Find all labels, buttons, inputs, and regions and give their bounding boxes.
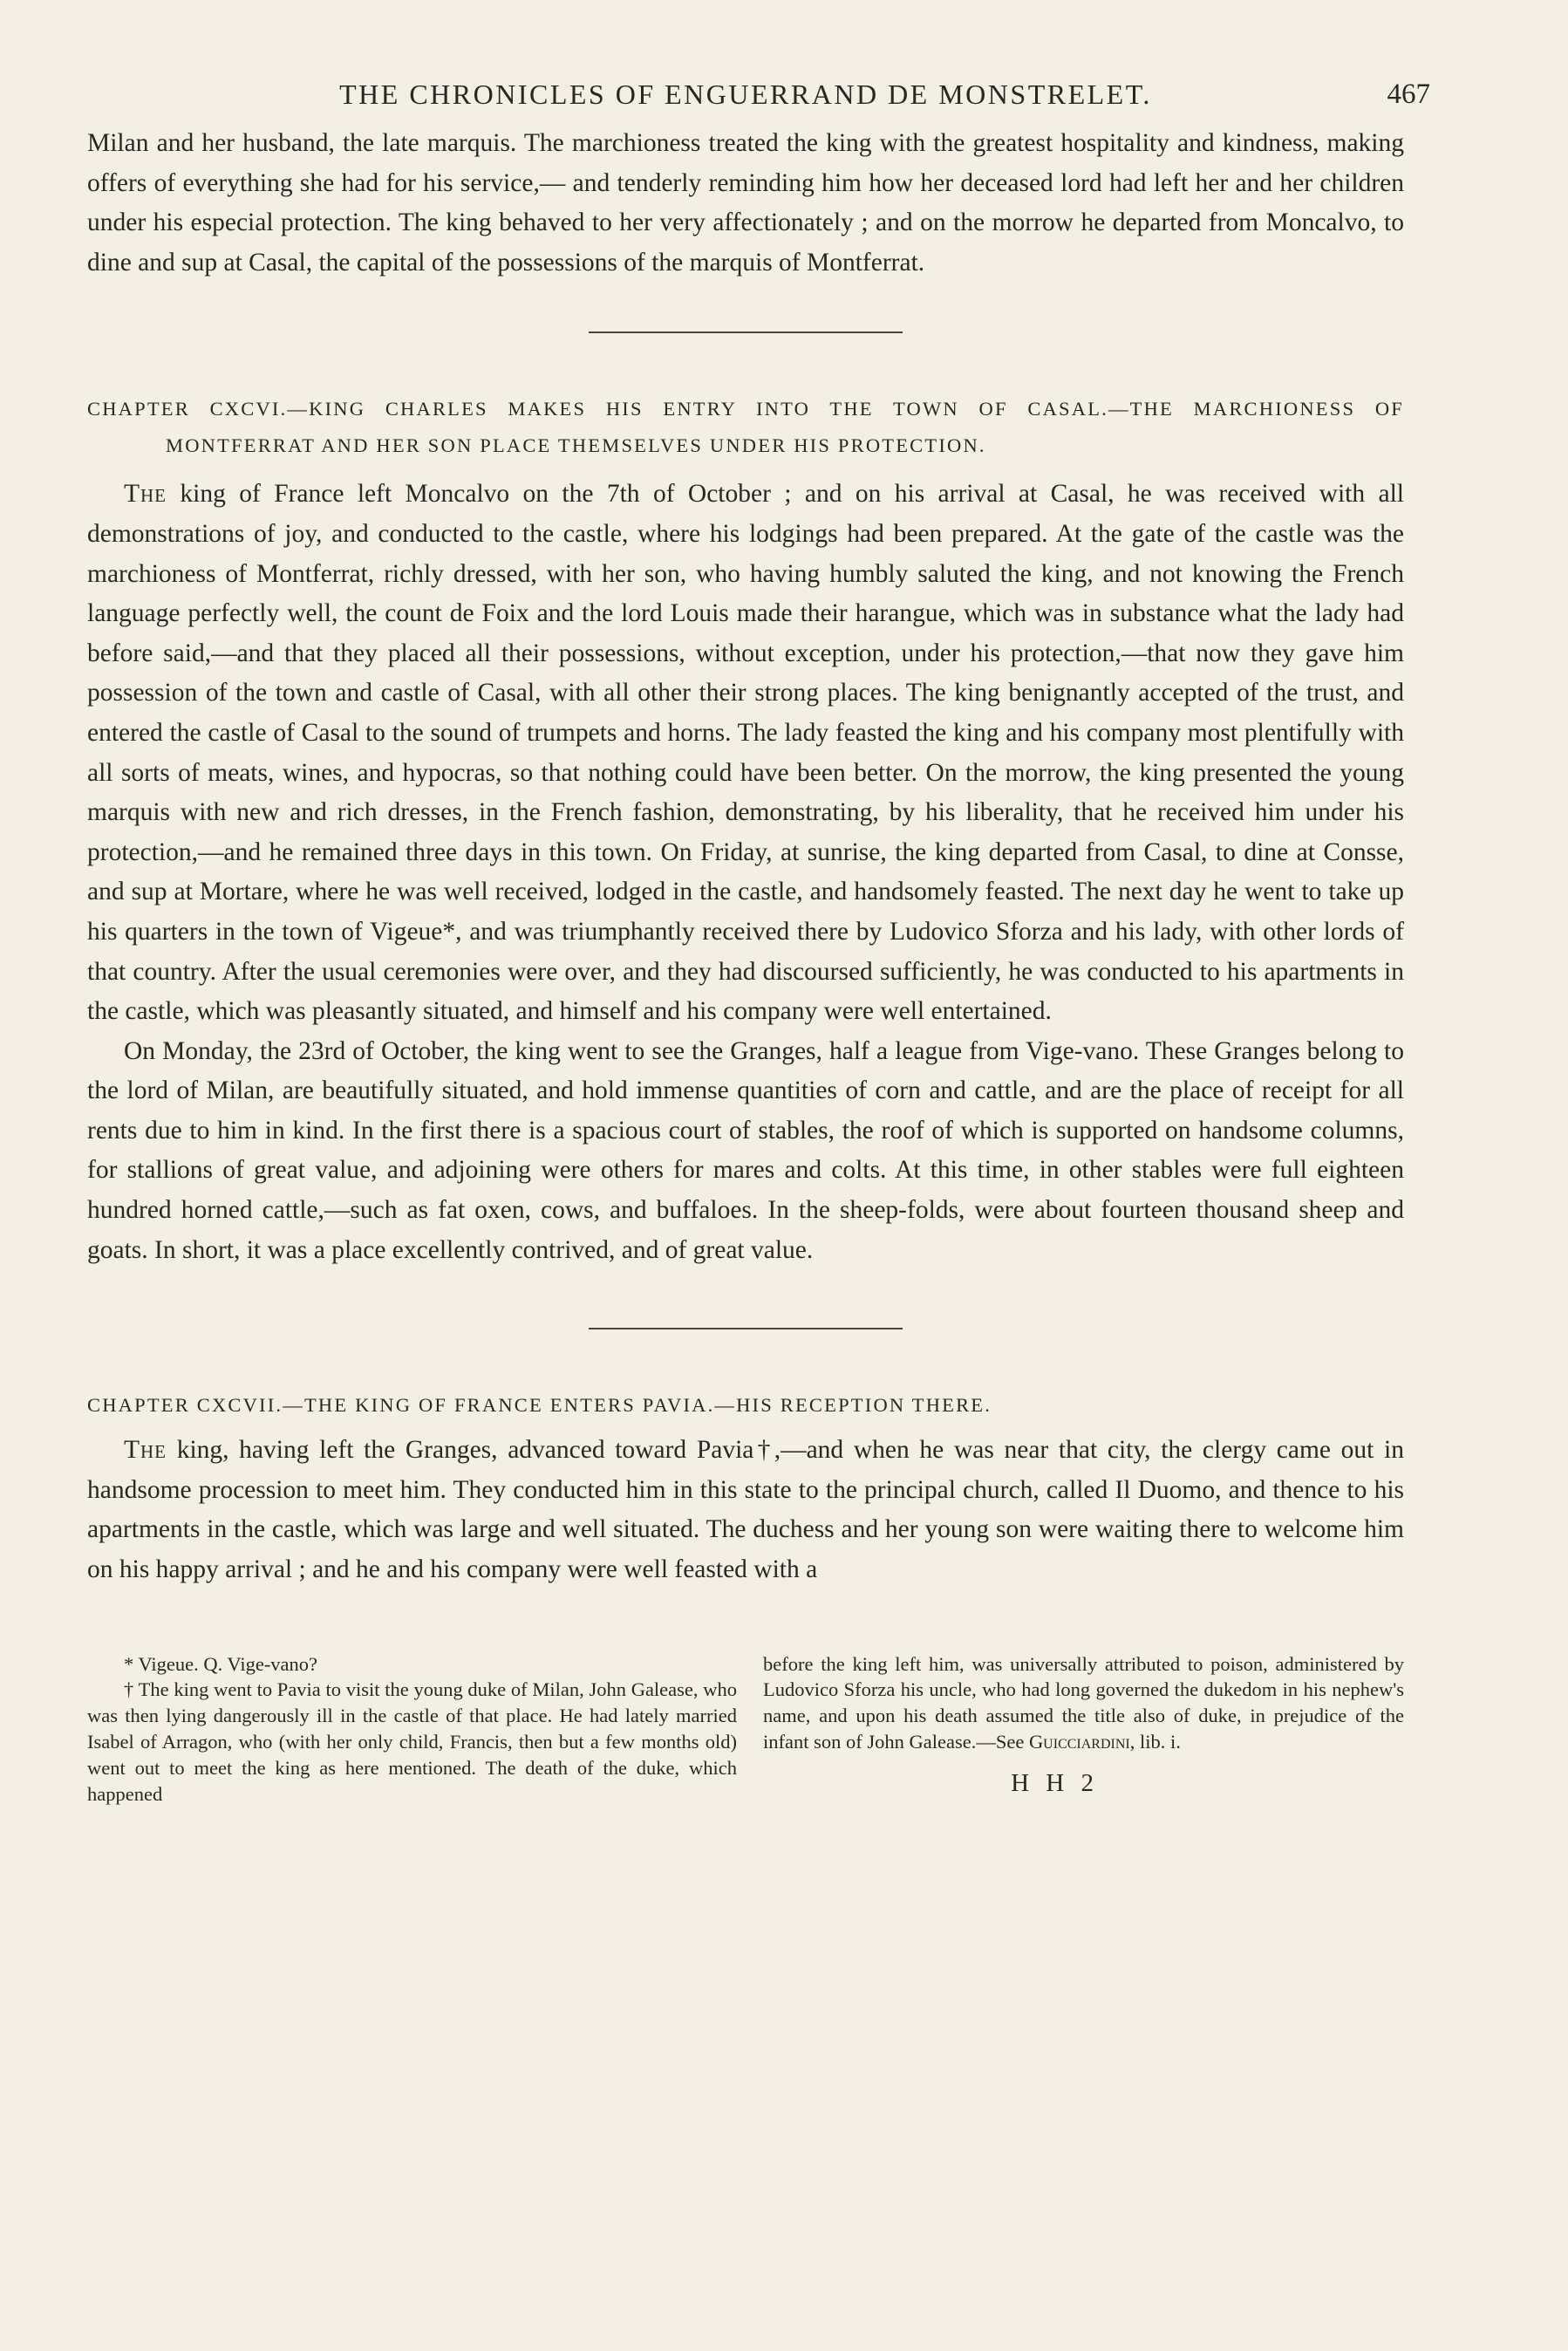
footnote-column-left	[87, 1651, 737, 1808]
cited-author: Guicciardini	[1028, 1731, 1130, 1753]
footnote-pavia-continued: before the king left him, was universally attributed to poison, administered by Ludovico Sforza his uncle, who had long governed the dukedom in his nephew's name, and upon his death assumed the title also of duke, in prejudice of the infant son of John Galease.—See Guicciardini, lib. i.	[763, 1652, 1404, 1753]
paragraph-continued: Milan and her husband, the late marquis. The marchioness treated the king with the greatest hospitality and kindness, making offers of everything she had for his service,— and tenderly reminding him how her deceased lord had left her and her children under his especial protection. The king behaved to her very affectionately ; and on the morrow he departed from Moncalvo, to dine and sup at Casal, the capital of the possessions of the marquis of Montferrat.	[87, 129, 1404, 277]
chapter-heading-197: CHAPTER CXCVII.—THE KING OF FRANCE ENTERS PAVIA.—HIS RECEPTION THERE.	[87, 1394, 992, 1417]
signature-mark: H H 2	[1011, 1768, 1099, 1797]
chapter-heading-196: CHAPTER CXCVI.—KING CHARLES MAKES HIS ENTRY INTO THE TOWN OF CASAL.—THE MARCHIONESS OF MONTFERRAT AND HER SON PLACE THEMSELVES UNDER HIS PROTECTION.	[87, 398, 1404, 457]
book-page	[87, 68, 1430, 1807]
lead-word: The	[124, 1436, 167, 1465]
lead-word: The	[124, 480, 167, 509]
footnote-column-right	[763, 1651, 1404, 1808]
chapter-196-paragraph-1	[87, 475, 1404, 1031]
footnote-vigeue: * Vigeue. Q. Vige-vano?	[124, 1652, 318, 1675]
section-divider	[589, 331, 903, 333]
running-title: THE CHRONICLES OF ENGUERRAND DE MONSTRELET.	[339, 79, 1152, 110]
chapter-196-paragraph-2: On Monday, the 23rd of October, the king went to see the Granges, half a league from Vige-vano. These Granges belong to the lord of Milan, are beautifully situated, and hold immense quantities of corn and cattle, and are the place of receipt for all rents due to him in kind. In the first there is a spacious court of stables, the roof of which is supported on handsome columns, for stallions of great value, and adjoining were others for mares and colts. At this time, in other stables were full eighteen hundred horned cattle,—such as fat oxen, cows, and buffaloes. In the sheep-folds, were about fourteen thousand sheep and goats. In short, it was a place excellently contrived, and of great value.	[87, 1036, 1404, 1264]
page-number: 467	[1387, 79, 1430, 110]
section-divider	[589, 1328, 903, 1329]
footnotes	[87, 1651, 1404, 1808]
footnote-pavia: † The king went to Pavia to visit the young duke of Milan, John Galease, who was then lying dangerously ill in the castle of that place. He had lately married Isabel of Arragon, who (with her only child, Francis, then but a few months old) went out to meet the king as here mentioned. The death of the duke, which happened	[87, 1678, 737, 1805]
running-head	[87, 68, 1430, 120]
paragraph-body: king of France left Moncalvo on the 7th of October ; and on his arrival at Casal, he was received with all demonstrations of joy, and conducted to the castle, where his lodgings had been prepared. At the gate of the castle was the marchioness of Montferrat, richly dressed, with her son, who having humbly saluted the king, and not knowing the French language perfectly well, the count de Foix and the lord Louis made their harangue, which was in substance what the lady had before said,—and that they placed all their possessions, without exception, under his protection,—that now they gave him possession of the town and castle of Casal, with all other their strong places. The king benignantly accepted of the trust, and entered the castle of Casal to the sound of trumpets and horns. The lady feasted the king and his company most plentifully with all sorts of meats, wines, and hypocras, so that nothing could have been better. On the morrow, the king presented the young marquis with new and rich dresses, in the French fashion, demonstrating, by his liberality, that he received him under his protection,—and he remained three days in this town. On Friday, at sunrise, the king departed from Casal, to dine at Consse, and sup at Mortare, where he was well received, lodged in the castle, and handsomely feasted. The next day he went to take up his quarters in the town of Vigeue*, and was triumphantly received there by Ludovico Sforza and his lady, with other lords of that country. After the usual ceremonies were over, and they had discoursed sufficiently, he was conducted to his apartments in the castle, which was pleasantly situated, and himself and his company were well entertained.	[87, 480, 1404, 1026]
paragraph-body: king, having left the Granges, advanced toward Pavia†,—and when he was near that city, the clergy came out in handsome procession to meet him. They conducted him in this state to the principal church, called Il Duomo, and thence to his apartments in the castle, which was large and well situated. The duchess and her young son were waiting there to welcome him on his happy arrival ; and he and his company were well feasted with a	[87, 1436, 1404, 1584]
chapter-197-paragraph-1	[87, 1431, 1404, 1589]
